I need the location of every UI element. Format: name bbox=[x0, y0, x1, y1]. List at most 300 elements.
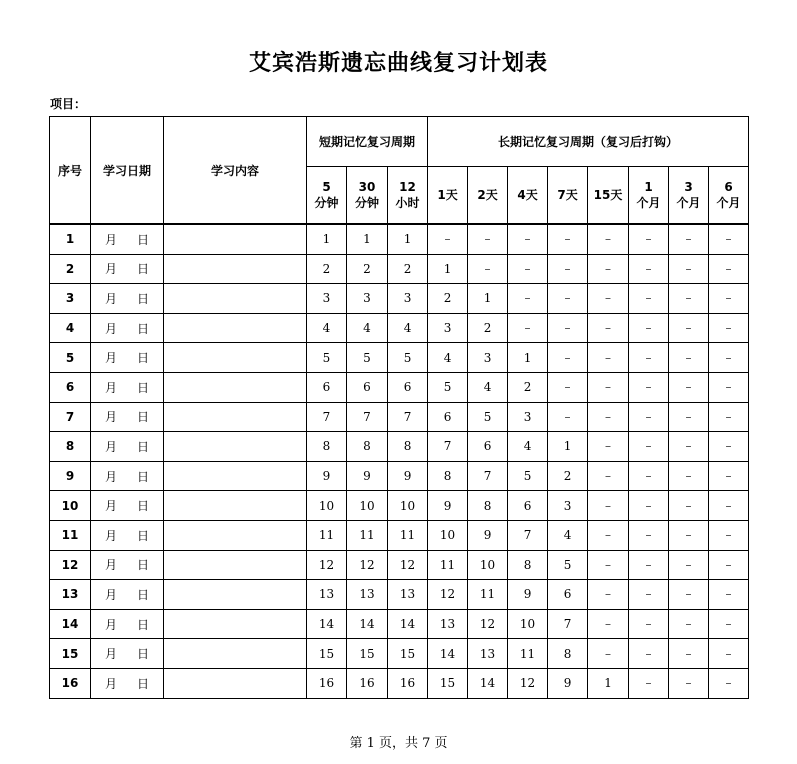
row-date-field[interactable] bbox=[91, 461, 164, 491]
row-date-field[interactable] bbox=[91, 491, 164, 521]
long-review-cell[interactable]: 15 bbox=[428, 668, 468, 698]
row-seq: 8 bbox=[50, 432, 91, 462]
row-date-field[interactable] bbox=[91, 609, 164, 639]
short-review-cell: 15 bbox=[347, 639, 388, 669]
date-day-label: 日 bbox=[136, 499, 149, 514]
date-day-label: 日 bbox=[136, 528, 149, 543]
long-review-cell[interactable]: – bbox=[588, 639, 629, 669]
row-seq: 15 bbox=[50, 639, 91, 669]
table-row bbox=[50, 550, 749, 580]
date-day-label: 日 bbox=[136, 617, 149, 632]
date-month-label: 月 bbox=[105, 439, 118, 454]
row-content-field[interactable] bbox=[164, 432, 307, 462]
long-review-cell[interactable]: – bbox=[709, 372, 749, 402]
long-review-cell[interactable]: 6 bbox=[468, 432, 508, 462]
long-review-cell[interactable]: 4 bbox=[508, 432, 548, 462]
long-review-cell[interactable]: – bbox=[669, 313, 709, 343]
row-content-field[interactable] bbox=[164, 668, 307, 698]
long-review-cell[interactable]: – bbox=[588, 343, 629, 373]
long-review-cell[interactable]: – bbox=[588, 254, 629, 284]
long-review-cell[interactable]: – bbox=[588, 491, 629, 521]
row-date-field[interactable] bbox=[91, 432, 164, 462]
short-review-cell: 4 bbox=[307, 313, 347, 343]
short-review-cell: 10 bbox=[347, 491, 388, 521]
long-review-cell[interactable]: – bbox=[588, 402, 629, 432]
long-review-cell[interactable]: 2 bbox=[468, 313, 508, 343]
long-review-cell[interactable]: – bbox=[709, 668, 749, 698]
row-date-field[interactable] bbox=[91, 372, 164, 402]
short-review-cell: 7 bbox=[347, 402, 388, 432]
header-short-col-label-top: 5 bbox=[322, 180, 331, 194]
date-month-label: 月 bbox=[105, 351, 118, 366]
long-review-cell[interactable]: – bbox=[508, 224, 548, 254]
short-review-cell: 5 bbox=[347, 343, 388, 373]
short-review-cell: 10 bbox=[388, 491, 428, 521]
long-review-cell[interactable]: – bbox=[588, 432, 629, 462]
header-short-col-1 bbox=[307, 167, 347, 225]
table-row bbox=[50, 639, 749, 669]
header-long-term: 长期记忆复习周期（复习后打钩） bbox=[428, 117, 749, 167]
table-row bbox=[50, 668, 749, 698]
long-review-cell[interactable]: – bbox=[629, 402, 669, 432]
long-review-cell[interactable]: 11 bbox=[428, 550, 468, 580]
long-review-cell[interactable]: – bbox=[428, 224, 468, 254]
long-review-cell[interactable]: 4 bbox=[428, 343, 468, 373]
header-long-col-label-top: 2天 bbox=[477, 188, 498, 202]
short-review-cell: 2 bbox=[388, 254, 428, 284]
short-review-cell: 8 bbox=[347, 432, 388, 462]
row-content-field[interactable] bbox=[164, 372, 307, 402]
row-seq: 6 bbox=[50, 372, 91, 402]
short-review-cell: 9 bbox=[307, 461, 347, 491]
date-month-label: 月 bbox=[105, 558, 118, 573]
table-row bbox=[50, 520, 749, 550]
row-date-field[interactable] bbox=[91, 343, 164, 373]
long-review-cell[interactable]: 10 bbox=[508, 609, 548, 639]
long-review-cell[interactable]: – bbox=[548, 372, 588, 402]
header-long-col-label-bottom: 个月 bbox=[636, 196, 661, 210]
date-day-label: 日 bbox=[136, 647, 149, 662]
row-content-field[interactable] bbox=[164, 609, 307, 639]
long-review-cell[interactable]: – bbox=[629, 432, 669, 462]
long-review-cell[interactable]: 1 bbox=[548, 432, 588, 462]
row-content-field[interactable] bbox=[164, 461, 307, 491]
long-review-cell[interactable]: 7 bbox=[508, 520, 548, 550]
date-day-label: 日 bbox=[136, 321, 149, 336]
long-review-cell[interactable]: 3 bbox=[548, 491, 588, 521]
long-review-cell[interactable]: – bbox=[709, 254, 749, 284]
long-review-cell[interactable]: 10 bbox=[468, 550, 508, 580]
header-long-col-label-bottom: 个月 bbox=[716, 196, 741, 210]
short-review-cell: 14 bbox=[347, 609, 388, 639]
short-review-cell: 13 bbox=[388, 580, 428, 610]
short-review-cell: 16 bbox=[388, 668, 428, 698]
long-review-cell[interactable]: – bbox=[709, 432, 749, 462]
long-review-cell[interactable]: 8 bbox=[548, 639, 588, 669]
row-seq: 3 bbox=[50, 284, 91, 314]
long-review-cell[interactable]: 2 bbox=[428, 284, 468, 314]
row-seq: 4 bbox=[50, 313, 91, 343]
long-review-cell[interactable]: – bbox=[709, 550, 749, 580]
long-review-cell[interactable]: – bbox=[629, 668, 669, 698]
header-short-col-label-bottom: 小时 bbox=[395, 196, 420, 210]
header-short-col-label-bottom: 分钟 bbox=[354, 196, 379, 210]
long-review-cell[interactable]: 6 bbox=[428, 402, 468, 432]
long-review-cell[interactable]: 12 bbox=[428, 580, 468, 610]
short-review-cell: 1 bbox=[388, 224, 428, 254]
long-review-cell[interactable]: – bbox=[669, 550, 709, 580]
long-review-cell[interactable]: 1 bbox=[508, 343, 548, 373]
long-review-cell[interactable]: 9 bbox=[508, 580, 548, 610]
long-review-cell[interactable]: – bbox=[588, 224, 629, 254]
long-review-cell[interactable]: 3 bbox=[508, 402, 548, 432]
long-review-cell[interactable]: – bbox=[669, 639, 709, 669]
header-long-col-2 bbox=[468, 167, 508, 225]
long-review-cell[interactable]: – bbox=[669, 402, 709, 432]
date-day-label: 日 bbox=[136, 380, 149, 395]
short-review-cell: 11 bbox=[347, 520, 388, 550]
short-review-cell: 13 bbox=[307, 580, 347, 610]
long-review-cell[interactable]: – bbox=[669, 343, 709, 373]
header-short-col-2 bbox=[347, 167, 388, 225]
date-month-label: 月 bbox=[105, 232, 118, 247]
long-review-cell[interactable]: – bbox=[588, 580, 629, 610]
header-long-col-7 bbox=[669, 167, 709, 225]
header-date: 学习日期 bbox=[91, 117, 164, 225]
long-review-cell[interactable]: – bbox=[669, 372, 709, 402]
long-review-cell[interactable]: – bbox=[669, 668, 709, 698]
short-review-cell: 2 bbox=[307, 254, 347, 284]
date-day-label: 日 bbox=[136, 291, 149, 306]
long-review-cell[interactable]: 5 bbox=[508, 461, 548, 491]
long-review-cell[interactable]: – bbox=[669, 432, 709, 462]
row-content-field[interactable] bbox=[164, 491, 307, 521]
long-review-cell[interactable]: 14 bbox=[428, 639, 468, 669]
page-title: 艾宾浩斯遗忘曲线复习计划表 bbox=[248, 51, 548, 76]
short-review-cell: 7 bbox=[388, 402, 428, 432]
table-row bbox=[50, 432, 749, 462]
long-review-cell[interactable]: – bbox=[669, 520, 709, 550]
long-review-cell[interactable]: – bbox=[669, 284, 709, 314]
date-month-label: 月 bbox=[105, 499, 118, 514]
long-review-cell[interactable]: – bbox=[629, 491, 669, 521]
long-review-cell[interactable]: 5 bbox=[428, 372, 468, 402]
long-review-cell[interactable]: 9 bbox=[428, 491, 468, 521]
long-review-cell[interactable]: 8 bbox=[508, 550, 548, 580]
row-seq: 9 bbox=[50, 461, 91, 491]
long-review-cell[interactable]: – bbox=[588, 461, 629, 491]
table-row bbox=[50, 343, 749, 373]
long-review-cell[interactable]: 1 bbox=[428, 254, 468, 284]
long-review-cell[interactable]: – bbox=[548, 284, 588, 314]
header-long-col-1 bbox=[428, 167, 468, 225]
date-month-label: 月 bbox=[105, 587, 118, 602]
long-review-cell[interactable]: – bbox=[709, 284, 749, 314]
date-day-label: 日 bbox=[136, 262, 149, 277]
table-row bbox=[50, 402, 749, 432]
long-review-cell[interactable]: 5 bbox=[468, 402, 508, 432]
short-review-cell: 3 bbox=[307, 284, 347, 314]
short-review-cell: 4 bbox=[347, 313, 388, 343]
long-review-cell[interactable]: 3 bbox=[428, 313, 468, 343]
short-review-cell: 10 bbox=[307, 491, 347, 521]
long-review-cell[interactable]: – bbox=[709, 224, 749, 254]
long-review-cell[interactable]: – bbox=[709, 402, 749, 432]
date-day-label: 日 bbox=[136, 232, 149, 247]
short-review-cell: 16 bbox=[347, 668, 388, 698]
row-seq: 1 bbox=[50, 224, 91, 254]
date-month-label: 月 bbox=[105, 262, 118, 277]
row-content-field[interactable] bbox=[164, 550, 307, 580]
date-day-label: 日 bbox=[136, 469, 149, 484]
short-review-cell: 3 bbox=[388, 284, 428, 314]
long-review-cell[interactable]: – bbox=[588, 313, 629, 343]
row-content-field[interactable] bbox=[164, 313, 307, 343]
long-review-cell[interactable]: – bbox=[669, 224, 709, 254]
long-review-cell[interactable]: – bbox=[508, 254, 548, 284]
long-review-cell[interactable]: – bbox=[548, 254, 588, 284]
short-review-cell: 5 bbox=[388, 343, 428, 373]
long-review-cell[interactable]: 11 bbox=[468, 580, 508, 610]
long-review-cell[interactable]: 5 bbox=[548, 550, 588, 580]
date-day-label: 日 bbox=[136, 587, 149, 602]
row-date-field[interactable] bbox=[91, 254, 164, 284]
long-review-cell[interactable]: – bbox=[629, 461, 669, 491]
long-review-cell[interactable]: 14 bbox=[468, 668, 508, 698]
long-review-cell[interactable]: 4 bbox=[548, 520, 588, 550]
short-review-cell: 8 bbox=[307, 432, 347, 462]
table-row bbox=[50, 580, 749, 610]
row-content-field[interactable] bbox=[164, 224, 307, 254]
long-review-cell[interactable]: 6 bbox=[508, 491, 548, 521]
row-seq: 10 bbox=[50, 491, 91, 521]
long-review-cell[interactable]: – bbox=[548, 224, 588, 254]
date-month-label: 月 bbox=[105, 380, 118, 395]
short-review-cell: 3 bbox=[347, 284, 388, 314]
long-review-cell[interactable]: – bbox=[709, 461, 749, 491]
short-review-cell: 14 bbox=[307, 609, 347, 639]
long-review-cell[interactable]: – bbox=[629, 343, 669, 373]
row-date-field[interactable] bbox=[91, 550, 164, 580]
date-month-label: 月 bbox=[105, 617, 118, 632]
table-row bbox=[50, 609, 749, 639]
long-review-cell[interactable]: 13 bbox=[468, 639, 508, 669]
long-review-cell[interactable]: 11 bbox=[508, 639, 548, 669]
long-review-cell[interactable]: 4 bbox=[468, 372, 508, 402]
short-review-cell: 1 bbox=[347, 224, 388, 254]
row-content-field[interactable] bbox=[164, 580, 307, 610]
header-long-col-6 bbox=[629, 167, 669, 225]
table-row bbox=[50, 372, 749, 402]
long-review-cell[interactable]: – bbox=[709, 609, 749, 639]
long-review-cell[interactable]: – bbox=[709, 520, 749, 550]
table-row bbox=[50, 313, 749, 343]
short-review-cell: 12 bbox=[347, 550, 388, 580]
row-date-field[interactable] bbox=[91, 224, 164, 254]
short-review-cell: 2 bbox=[347, 254, 388, 284]
long-review-cell[interactable]: – bbox=[669, 491, 709, 521]
table-row bbox=[50, 461, 749, 491]
long-review-cell[interactable]: 9 bbox=[468, 520, 508, 550]
project-label: 项目： bbox=[50, 97, 87, 111]
long-review-cell[interactable]: – bbox=[629, 520, 669, 550]
short-review-cell: 5 bbox=[307, 343, 347, 373]
long-review-cell[interactable]: – bbox=[629, 550, 669, 580]
row-content-field[interactable] bbox=[164, 254, 307, 284]
table-row bbox=[50, 224, 749, 254]
row-content-field[interactable] bbox=[164, 520, 307, 550]
long-review-cell[interactable]: 9 bbox=[548, 668, 588, 698]
long-review-cell[interactable]: – bbox=[709, 580, 749, 610]
long-review-cell[interactable]: – bbox=[669, 461, 709, 491]
long-review-cell[interactable]: 8 bbox=[468, 491, 508, 521]
short-review-cell: 7 bbox=[307, 402, 347, 432]
short-review-cell: 14 bbox=[388, 609, 428, 639]
row-date-field[interactable] bbox=[91, 580, 164, 610]
header-long-col-5 bbox=[588, 167, 629, 225]
row-date-field[interactable] bbox=[91, 402, 164, 432]
long-review-cell[interactable]: – bbox=[468, 254, 508, 284]
short-review-cell: 6 bbox=[388, 372, 428, 402]
date-month-label: 月 bbox=[105, 410, 118, 425]
long-review-cell[interactable]: 1 bbox=[588, 668, 629, 698]
header-long-col-label-top: 6 bbox=[724, 180, 733, 194]
long-review-cell[interactable]: – bbox=[468, 224, 508, 254]
row-date-field[interactable] bbox=[91, 668, 164, 698]
short-review-cell: 9 bbox=[347, 461, 388, 491]
date-day-label: 日 bbox=[136, 676, 149, 691]
long-review-cell[interactable]: – bbox=[629, 580, 669, 610]
short-review-cell: 15 bbox=[388, 639, 428, 669]
long-review-cell[interactable]: 12 bbox=[468, 609, 508, 639]
long-review-cell[interactable]: – bbox=[588, 372, 629, 402]
short-review-cell: 8 bbox=[388, 432, 428, 462]
row-seq: 14 bbox=[50, 609, 91, 639]
row-seq: 5 bbox=[50, 343, 91, 373]
long-review-cell[interactable]: – bbox=[629, 284, 669, 314]
row-date-field[interactable] bbox=[91, 284, 164, 314]
long-review-cell[interactable]: – bbox=[588, 550, 629, 580]
date-month-label: 月 bbox=[105, 291, 118, 306]
row-content-field[interactable] bbox=[164, 402, 307, 432]
date-day-label: 日 bbox=[136, 558, 149, 573]
row-content-field[interactable] bbox=[164, 343, 307, 373]
row-date-field[interactable] bbox=[91, 313, 164, 343]
short-review-cell: 6 bbox=[347, 372, 388, 402]
short-review-cell: 16 bbox=[307, 668, 347, 698]
date-month-label: 月 bbox=[105, 321, 118, 336]
header-short-col-label-top: 12 bbox=[399, 180, 416, 194]
long-review-cell[interactable]: 13 bbox=[428, 609, 468, 639]
long-review-cell[interactable]: 12 bbox=[508, 668, 548, 698]
long-review-cell[interactable]: – bbox=[629, 313, 669, 343]
short-review-cell: 9 bbox=[388, 461, 428, 491]
long-review-cell[interactable]: 8 bbox=[428, 461, 468, 491]
long-review-cell[interactable]: – bbox=[588, 520, 629, 550]
long-review-cell[interactable]: – bbox=[709, 343, 749, 373]
header-seq: 序号 bbox=[50, 117, 91, 225]
date-day-label: 日 bbox=[136, 410, 149, 425]
review-plan-table bbox=[49, 116, 749, 699]
header-long-col-label-top: 7天 bbox=[557, 188, 578, 202]
long-review-cell[interactable]: – bbox=[548, 402, 588, 432]
long-review-cell[interactable]: – bbox=[709, 491, 749, 521]
long-review-cell[interactable]: – bbox=[548, 313, 588, 343]
long-review-cell[interactable]: – bbox=[669, 254, 709, 284]
header-long-col-3 bbox=[508, 167, 548, 225]
header-long-col-label-top: 1 bbox=[644, 180, 653, 194]
long-review-cell[interactable]: 7 bbox=[468, 461, 508, 491]
row-content-field[interactable] bbox=[164, 639, 307, 669]
long-review-cell[interactable]: – bbox=[629, 224, 669, 254]
long-review-cell[interactable]: – bbox=[669, 609, 709, 639]
long-review-cell[interactable]: 7 bbox=[428, 432, 468, 462]
long-review-cell[interactable]: – bbox=[709, 313, 749, 343]
short-review-cell: 6 bbox=[307, 372, 347, 402]
header-long-col-4 bbox=[548, 167, 588, 225]
header-long-col-label-top: 4天 bbox=[517, 188, 538, 202]
long-review-cell[interactable]: – bbox=[588, 609, 629, 639]
header-short-col-label-top: 30 bbox=[358, 180, 376, 194]
long-review-cell[interactable]: 2 bbox=[548, 461, 588, 491]
header-long-col-8 bbox=[709, 167, 749, 225]
header-long-col-label-top: 1天 bbox=[437, 188, 458, 202]
row-seq: 2 bbox=[50, 254, 91, 284]
short-review-cell: 13 bbox=[347, 580, 388, 610]
table-row bbox=[50, 254, 749, 284]
row-date-field[interactable] bbox=[91, 520, 164, 550]
long-review-cell[interactable]: – bbox=[629, 372, 669, 402]
table-row bbox=[50, 284, 749, 314]
long-review-cell[interactable]: – bbox=[508, 313, 548, 343]
date-day-label: 日 bbox=[136, 439, 149, 454]
short-review-cell: 12 bbox=[307, 550, 347, 580]
short-review-cell: 11 bbox=[307, 520, 347, 550]
row-content-field[interactable] bbox=[164, 284, 307, 314]
long-review-cell[interactable]: – bbox=[629, 254, 669, 284]
row-date-field[interactable] bbox=[91, 639, 164, 669]
long-review-cell[interactable]: 7 bbox=[548, 609, 588, 639]
date-month-label: 月 bbox=[105, 528, 118, 543]
date-day-label: 日 bbox=[136, 351, 149, 366]
long-review-cell[interactable]: – bbox=[629, 609, 669, 639]
date-month-label: 月 bbox=[105, 647, 118, 662]
long-review-cell[interactable]: – bbox=[709, 639, 749, 669]
long-review-cell[interactable]: – bbox=[588, 284, 629, 314]
row-seq: 7 bbox=[50, 402, 91, 432]
header-short-col-3 bbox=[388, 167, 428, 225]
short-review-cell: 4 bbox=[388, 313, 428, 343]
row-seq: 11 bbox=[50, 520, 91, 550]
page-footer: 第 1 页，共 7 页 bbox=[349, 736, 448, 751]
header-long-col-label-top: 3 bbox=[684, 180, 693, 194]
header-short-col-label-bottom: 分钟 bbox=[314, 196, 339, 210]
long-review-cell[interactable]: – bbox=[629, 639, 669, 669]
short-review-cell: 11 bbox=[388, 520, 428, 550]
short-review-cell: 1 bbox=[307, 224, 347, 254]
long-review-cell[interactable]: 2 bbox=[508, 372, 548, 402]
long-review-cell[interactable]: 6 bbox=[548, 580, 588, 610]
long-review-cell[interactable]: 10 bbox=[428, 520, 468, 550]
date-month-label: 月 bbox=[105, 469, 118, 484]
long-review-cell[interactable]: 1 bbox=[468, 284, 508, 314]
long-review-cell[interactable]: 3 bbox=[468, 343, 508, 373]
long-review-cell[interactable]: – bbox=[669, 580, 709, 610]
long-review-cell[interactable]: – bbox=[548, 343, 588, 373]
date-month-label: 月 bbox=[105, 676, 118, 691]
long-review-cell[interactable]: – bbox=[508, 284, 548, 314]
row-seq: 16 bbox=[50, 668, 91, 698]
